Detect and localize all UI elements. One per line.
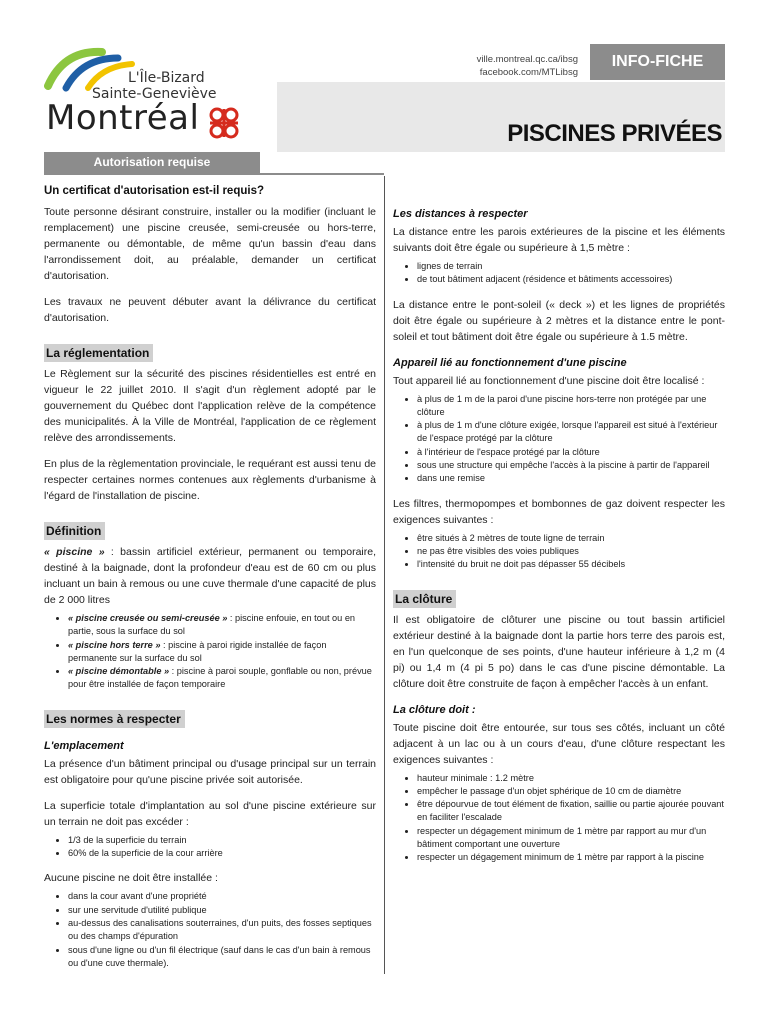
list-item: • l'intensité du bruit ne doit pas dépasser 55 décibels xyxy=(417,558,725,571)
fence-paragraph-1: Il est obligatoire de clôturer une piscine ou tout bassin artificiel extérieur destiné à la baignade dont la partie hors terre des parois est, en l'un quelconque de ses points, d'une hauteur inférieure à 1,2 m (4 pi) ou 1,4 m (4 pi 5 po) dans le cas d'une piscine démontable. La clôture doit être construite de façon à empêcher l'accès à un enfant. xyxy=(393,613,725,690)
location-paragraph-3: Aucune piscine ne doit être installée : xyxy=(44,872,218,885)
list-item: • ne pas être visibles des voies publiques xyxy=(417,545,725,558)
contact-links xyxy=(440,53,578,79)
equipment-requirements-list xyxy=(393,532,725,572)
definition-item-text: : piscine à paroi rigide installée de façon permanente sur la surface du sol xyxy=(68,639,327,663)
certificate-paragraph-1: Toute personne désirant construire, installer ou la modifier (incluant le remplacement) une piscine creusée, semi-creusée ou hors-terre, permanente ou démontable, de même qu'un bassin d'eau dans l'arrondissement doit, au préalable, demander un certificat d'autorisation. xyxy=(44,206,376,282)
list-item: • dans la cour avant d'une propriété xyxy=(68,890,376,903)
column-divider xyxy=(384,176,385,974)
facebook-link[interactable]: facebook.com/MTLibsg xyxy=(479,67,578,78)
norms-heading: Les normes à respecter xyxy=(44,710,185,728)
surface-list xyxy=(44,834,376,861)
list-item: • sur une servitude d'utilité publique xyxy=(68,904,376,917)
regulation-paragraph-2: En plus de la règlementation provinciale, le requérant est aussi tenu de respecter certaines normes contenues aux règlements d'urbanisme à l'égard de l'installation de piscine. xyxy=(44,458,376,502)
certificate-paragraph-2: Les travaux ne peuvent débuter avant la délivrance du certificat d'autorisation. xyxy=(44,296,376,324)
montreal-logo xyxy=(44,44,254,144)
page-title: PISCINES PRIVÉES xyxy=(507,120,722,147)
list-item: • à l'intérieur de l'espace protégé par la clôture xyxy=(417,446,725,459)
montreal-rosette-icon xyxy=(204,106,244,140)
definition-paragraph xyxy=(44,544,376,608)
info-fiche-badge: INFO-FICHE xyxy=(590,44,725,80)
list-item: • être situés à 2 mètres de toute ligne de terrain xyxy=(417,532,725,545)
list-item: • de tout bâtiment adjacent (résidence et bâtiments accessoires) xyxy=(417,273,725,286)
list-item: • 60% de la superficie de la cour arrière xyxy=(68,847,376,860)
certificate-heading: Un certificat d'autorisation est-il requis? xyxy=(44,185,264,197)
list-item: • au-dessus des canalisations souterraines, d'un puits, des fosses septiques ou des champs d'épuration xyxy=(68,917,376,944)
list-item: • sous d'une ligne ou d'un fil électrique (sauf dans le cas d'un bain à remous ou d'une cuve thermale). xyxy=(68,944,376,971)
regulation-paragraph-1: Le Règlement sur la sécurité des piscines résidentielles est entré en vigueur le 22 juillet 2010. Il s'agit d'un règlement adopté par le gouvernement du Québec dont l'application relève de la compétence des municipalités. À la Ville de Montréal, l'application de ce règlement relève des arrondissements. xyxy=(44,368,376,444)
list-item xyxy=(68,612,376,639)
left-column xyxy=(44,183,376,980)
list-item: • être dépourvue de tout élément de fixation, saillie ou partie ajourée pouvant en faciliter l'escalade xyxy=(417,798,725,825)
definition-item-text: : piscine à paroi souple, gonflable ou non, prévue pour être installée de façon temporaire xyxy=(68,666,372,690)
list-item xyxy=(68,639,376,666)
regulation-heading: La réglementation xyxy=(44,344,153,362)
equipment-paragraph-1: Tout appareil lié au fonctionnement d'une piscine doit être localisé : xyxy=(393,374,705,387)
right-column xyxy=(393,200,725,875)
list-item: • 1/3 de la superficie du terrain xyxy=(68,834,376,847)
authorization-banner: Autorisation requise xyxy=(44,152,260,173)
list-item xyxy=(68,665,376,692)
equipment-location-list xyxy=(393,393,725,486)
definition-term: « piscine » xyxy=(44,546,105,558)
fence-subheading: La clôture doit : xyxy=(393,703,476,716)
equipment-paragraph-2: Les filtres, thermopompes et bombonnes de gaz doivent respecter les exigences suivantes : xyxy=(393,497,725,526)
definition-item-term: « piscine creusée ou semi-creusée » xyxy=(68,613,228,623)
location-paragraph-1: La présence d'un bâtiment principal ou d'usage principal sur un terrain est obligatoire pour qu'une piscine privée soit autorisée. xyxy=(44,757,376,786)
list-item: • dans une remise xyxy=(417,472,725,485)
distances-paragraph-1: La distance entre les parois extérieures de la piscine et les éléments suivants doit être égale ou supérieure à 1,5 mètre : xyxy=(393,226,725,254)
location-paragraph-2: La superficie totale d'implantation au sol d'une piscine extérieure sur un terrain ne doit pas excéder : xyxy=(44,799,376,828)
distances-list xyxy=(393,260,725,287)
list-item: • à plus de 1 m d'une clôture exigée, lorsque l'appareil est situé à l'extérieur de l'espace protégé par la clôture xyxy=(417,419,725,446)
definition-list xyxy=(44,612,376,692)
fence-heading: La clôture xyxy=(393,590,456,608)
list-item: • empêcher le passage d'un objet sphérique de 10 cm de diamètre xyxy=(417,785,725,798)
definition-text: : bassin artificiel extérieur, permanent ou temporaire, destiné à la baignade, dont la profondeur d'eau est de 60 cm ou plus incluant un bain à remous ou une cuve thermale d'une capacité de plus de 2 000 litres xyxy=(44,546,377,606)
list-item: • sous une structure qui empêche l'accès à la piscine à partir de l'appareil xyxy=(417,459,725,472)
definition-heading: Définition xyxy=(44,522,105,540)
definition-item-text: : piscine enfouie, en tout ou en partie, sous la surface du sol xyxy=(68,613,356,637)
city-name: Montréal xyxy=(46,98,200,138)
banner-rule xyxy=(44,173,384,175)
list-item: • hauteur minimale : 1.2 mètre xyxy=(417,772,725,785)
list-item: • lignes de terrain xyxy=(417,260,725,273)
list-item: • respecter un dégagement minimum de 1 mètre par rapport à la piscine xyxy=(417,851,725,864)
distances-subheading: Les distances à respecter xyxy=(393,208,528,220)
location-subheading: L'emplacement xyxy=(44,739,124,752)
website-link[interactable]: ville.montreal.qc.ca/ibsg xyxy=(476,54,578,65)
forbidden-location-list xyxy=(44,890,376,970)
definition-item-term: « piscine hors terre » xyxy=(68,639,161,650)
equipment-subheading: Appareil lié au fonctionnement d'une piscine xyxy=(393,356,627,369)
borough-name-line1: L'Île-Bizard xyxy=(128,70,205,86)
list-item: • respecter un dégagement minimum de 1 mètre par rapport au mur d'un bâtiment comportant une ouverture xyxy=(417,825,725,852)
fence-paragraph-2: Toute piscine doit être entourée, sur tous ses côtés, incluant un côté adjacent à un lac ou à un cours d'eau, d'une clôture respectant les exigences suivantes : xyxy=(393,721,725,766)
fence-requirements-list xyxy=(393,772,725,865)
borough-name-line2: Sainte-Geneviève xyxy=(92,86,217,102)
definition-item-term: « piscine démontable » xyxy=(68,666,170,677)
distances-paragraph-2: La distance entre le pont-soleil (« deck ») et les lignes de propriétés doit être égale ou supérieure à 2 mètres et la distance entre le pont-soleil et tout bâtiment doit être égale ou supérieure à 1.5 mètre. xyxy=(393,298,725,343)
list-item: • à plus de 1 m de la paroi d'une piscine hors-terre non protégée par une clôture xyxy=(417,393,725,420)
